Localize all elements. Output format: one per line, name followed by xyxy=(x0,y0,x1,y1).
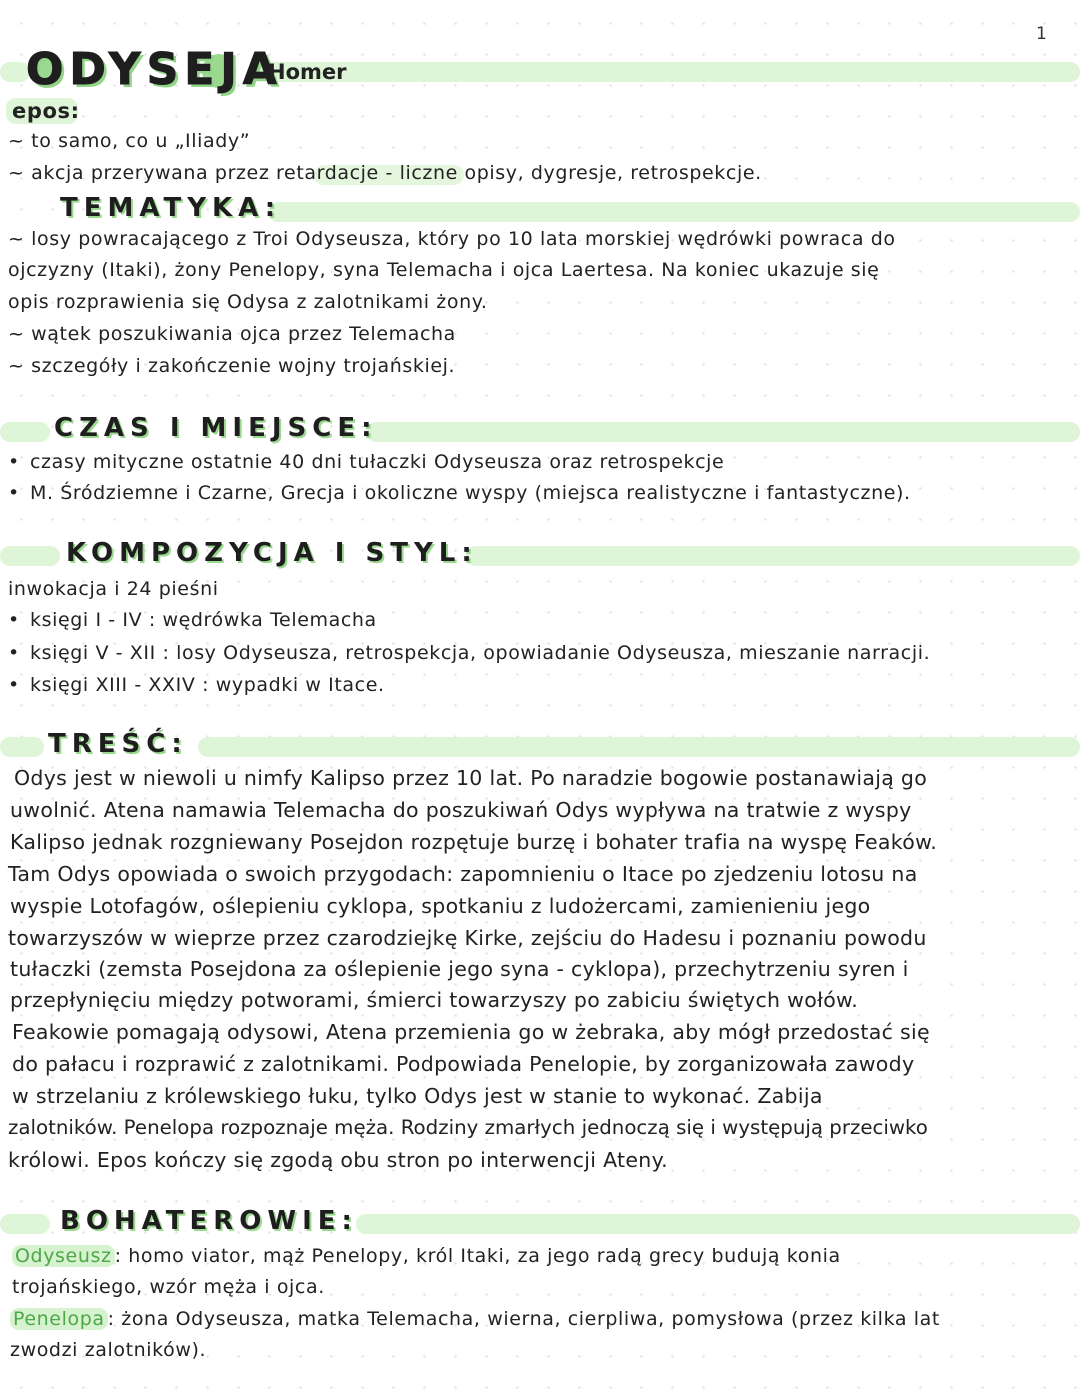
bullet-icon: • xyxy=(8,642,20,664)
epos-line-2: ~ akcja przerywana przez retardacje - liczne opisy, dygresje, retrospekcje. xyxy=(8,162,762,184)
bullet-icon: • xyxy=(8,482,20,504)
kompozycja-line-3: • księgi XIII - XXIV : wypadki w Itace. xyxy=(8,674,385,696)
tresc-line-7: tułaczki (zemsta Posejdona za oślepienie jego syna - cyklopa), przechytrzeniu syren i xyxy=(10,957,909,981)
czas-band-right xyxy=(366,422,1080,442)
kompozycja-heading: KOMPOZYCJA I STYL: xyxy=(66,538,478,568)
kompozycja-line-1: • księgi I - IV : wędrówka Telemacha xyxy=(8,609,377,631)
kompozycja-band xyxy=(0,546,60,566)
tresc-band-right xyxy=(198,737,1080,757)
bohaterowie-heading: BOHATEROWIE: xyxy=(60,1206,358,1236)
tematyka-line-4: ~ wątek poszukiwania ojca przez Telemacha xyxy=(8,323,456,345)
tresc-line-5: wyspie Lotofagów, oślepieniu cyklopa, spotkaniu z ludożercami, zamienieniu jego xyxy=(10,894,871,918)
page-title: ODYSEJA xyxy=(26,44,283,95)
tresc-line-13: królowi. Epos kończy się zgodą obu stron po interwencji Ateny. xyxy=(8,1148,668,1172)
bohaterowie-band xyxy=(356,1214,1080,1234)
epos-line-1: ~ to samo, co u „Iliady” xyxy=(8,130,251,152)
tematyka-band xyxy=(268,202,1080,222)
bohaterowie-band-left xyxy=(0,1214,50,1234)
tematyka-line-2: ojczyzny (Itaki), żony Penelopy, syna Telemacha i ojca Laertesa. Na koniec ukazuje się xyxy=(8,259,880,281)
tresc-line-11: w strzelaniu z królewskiego łuku, tylko Odys jest w stanie to wykonać. Zabija xyxy=(12,1084,823,1108)
odyseusz-line-1: Odyseusz : homo viator, mąż Penelopy, król Itaki, za jego radą grecy budują konia xyxy=(12,1245,841,1267)
bullet-icon: • xyxy=(8,674,20,696)
epos-label: epos: xyxy=(12,99,80,123)
tresc-line-10: do pałacu i rozprawić z zalotnikami. Podpowiada Penelopie, by zorganizowała zawody xyxy=(12,1052,915,1076)
tresc-band xyxy=(0,737,44,757)
tresc-line-1: Odys jest w niewoli u nimfy Kalipso przez 10 lat. Po naradzie bogowie postanawiają go xyxy=(14,766,928,790)
title-band xyxy=(250,62,1080,82)
penelopa-line-1: Penelopa : żona Odyseusza, matka Telemacha, wierna, cierpliwa, pomysłowa (przez kilka lat xyxy=(10,1308,940,1330)
bullet-icon: • xyxy=(8,609,20,631)
penelopa-name: Penelopa xyxy=(10,1308,108,1330)
page-number: 1 xyxy=(1036,24,1047,44)
odyseusz-line-2: trojańskiego, wzór męża i ojca. xyxy=(12,1276,325,1298)
kompozycja-band-right xyxy=(466,546,1080,566)
kompozycja-intro: inwokacja i 24 pieśni xyxy=(8,578,219,600)
tematyka-line-5: ~ szczegóły i zakończenie wojny trojańskiej. xyxy=(8,355,456,377)
tematyka-line-1: ~ losy powracającego z Troi Odyseusza, który po 10 lata morskiej wędrówki powraca do xyxy=(8,228,896,250)
kompozycja-line-2: • księgi V - XII : losy Odyseusza, retrospekcja, opowiadanie Odyseusza, mieszanie narracji. xyxy=(8,642,931,664)
tematyka-heading: TEMATYKA: xyxy=(60,193,282,223)
czas-line-2: • M. Śródziemne i Czarne, Grecja i okoliczne wyspy (miejsca realistyczne i fantastyczne). xyxy=(8,482,911,504)
odyseusz-name: Odyseusz xyxy=(12,1245,115,1267)
czas-line-1: • czasy mityczne ostatnie 40 dni tułaczki Odyseusza oraz retrospekcje xyxy=(8,451,725,473)
tematyka-line-3: opis rozprawienia się Odysa z zalotnikami żony. xyxy=(8,291,488,313)
czas-band xyxy=(0,422,50,442)
tresc-line-8: przepłynięciu między potworami, śmierci towarzyszy po zabiciu świętych wołów. xyxy=(10,988,859,1012)
tresc-line-3: Kalipso jednak rozgniewany Posejdon rozpętuje burzę i bohater trafia na wyspę Feaków. xyxy=(10,830,938,854)
tresc-line-12: zalotników. Penelopa rozpoznaje męża. Rodziny zmarłych jednoczą się i występują przeciwko xyxy=(8,1116,928,1139)
tresc-heading: TREŚĆ: xyxy=(48,729,188,759)
tresc-line-4: Tam Odys opowiada o swoich przygodach: zapomnieniu o Itace po zjedzeniu lotosu na xyxy=(8,862,918,886)
tresc-line-9: Feakowie pomagają odysowi, Atena przemienia go w żebraka, aby mógł przedostać się xyxy=(12,1020,930,1044)
czas-heading: CZAS I MIEJSCE: xyxy=(54,413,378,443)
penelopa-line-2: zwodzi zalotników). xyxy=(10,1339,207,1361)
author: Homer xyxy=(268,60,347,84)
tresc-line-2: uwolnić. Atena namawia Telemacha do poszukiwań Odys wypływa na tratwie z wyspy xyxy=(10,798,912,822)
tresc-line-6: towarzyszów w wieprze przez czarodziejkę Kirke, zejściu do Hadesu i poznaniu powodu xyxy=(8,926,927,950)
bullet-icon: • xyxy=(8,451,20,473)
